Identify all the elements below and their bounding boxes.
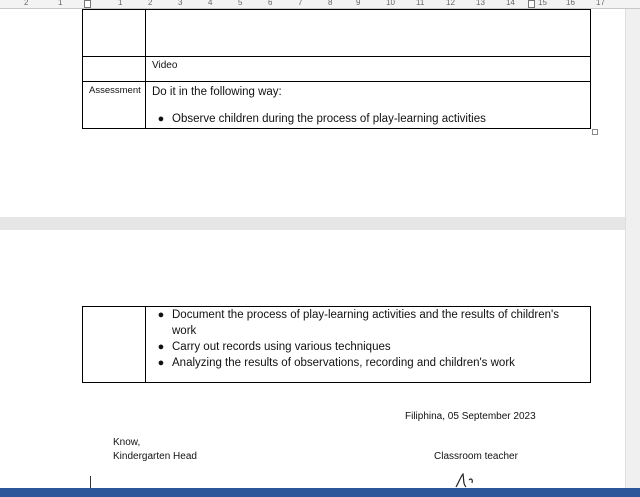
- ruler-number: 15: [538, 0, 547, 7]
- ruler-number: 11: [416, 0, 425, 7]
- ruler-number: 16: [566, 0, 575, 7]
- assessment-intro: Do it in the following way:: [152, 86, 282, 98]
- table-cell[interactable]: [146, 10, 591, 57]
- ruler-number: 5: [238, 0, 243, 7]
- ruler-number: 10: [386, 0, 395, 7]
- lesson-table-part-1: [82, 9, 591, 129]
- vertical-scrollbar[interactable]: [625, 9, 640, 489]
- teacher-title: Classroom teacher: [434, 451, 518, 462]
- know-label: Know,: [113, 437, 141, 448]
- ruler-number: 2: [148, 0, 153, 7]
- ruler-number: 4: [208, 0, 213, 7]
- ruler-number: 9: [356, 0, 361, 7]
- bullet-icon: ●: [157, 113, 165, 125]
- list-item: [146, 355, 590, 371]
- ruler-number: 2: [24, 0, 29, 7]
- place-date: Filiphina, 05 September 2023: [405, 411, 536, 422]
- text-cursor: [90, 476, 91, 488]
- ruler-number: 1: [58, 0, 63, 7]
- bullet-icon: ●: [157, 341, 165, 353]
- bullet-icon: ●: [157, 357, 165, 369]
- ruler-number: 14: [506, 0, 515, 7]
- list-item-text: Analyzing the results of observations, recording and children's work: [172, 357, 515, 369]
- ruler-number: 7: [298, 0, 303, 7]
- bullet-icon: ●: [157, 309, 165, 321]
- table-cell[interactable]: [146, 307, 591, 383]
- ruler-number: 6: [268, 0, 273, 7]
- table-cell[interactable]: [83, 57, 146, 82]
- table-cell[interactable]: [146, 82, 591, 129]
- list-item: [146, 111, 590, 127]
- list-item: [146, 307, 590, 339]
- table-cell[interactable]: [83, 82, 146, 129]
- ruler-number: 3: [178, 0, 183, 7]
- right-indent-marker[interactable]: [528, 0, 535, 8]
- ruler-number: 13: [476, 0, 485, 7]
- signature-mark: [450, 470, 490, 488]
- ruler-number: 12: [446, 0, 455, 7]
- ruler-number: 8: [328, 0, 333, 7]
- ruler-number: 17: [596, 0, 605, 7]
- indent-marker[interactable]: [84, 0, 91, 8]
- table-resize-handle[interactable]: [592, 129, 598, 135]
- lesson-table-part-2: [82, 306, 591, 383]
- video-label: Video: [152, 60, 178, 71]
- table-cell[interactable]: [146, 57, 591, 82]
- table-cell[interactable]: [83, 10, 146, 57]
- list-item-text: Document the process of play-learning activities and the results of children's work: [172, 309, 560, 337]
- ruler-number: 1: [118, 0, 123, 7]
- head-title: Kindergarten Head: [113, 451, 197, 462]
- list-item-text: Carry out records using various techniques: [172, 341, 391, 353]
- table-cell[interactable]: [83, 307, 146, 383]
- list-item-text: Observe children during the process of play-learning activities: [172, 113, 486, 125]
- list-item: [146, 339, 590, 355]
- horizontal-ruler[interactable]: [0, 0, 640, 9]
- assessment-label: Assessment: [89, 85, 141, 96]
- status-bar: [0, 488, 640, 497]
